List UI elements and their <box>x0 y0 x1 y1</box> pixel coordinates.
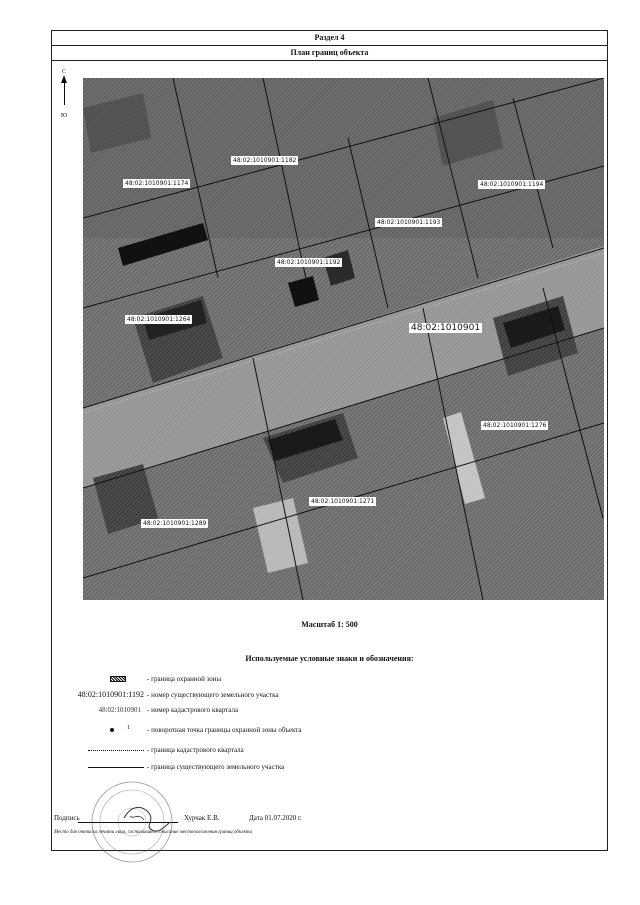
solid-line-icon <box>88 767 144 768</box>
legend-symbol <box>52 761 144 775</box>
signer-name: Хурчак Е.В. <box>184 814 220 822</box>
parcel-label[interactable]: 48:02:1010901:1194 <box>480 181 544 188</box>
stamp-seal-icon <box>86 776 178 868</box>
compass-north-label: С <box>62 69 67 75</box>
legend-item-parcel-boundary <box>52 761 607 775</box>
legend-desc: - граница существующего земельного участка <box>147 763 285 771</box>
parcel-label[interactable]: 48:02:1010901:1182 <box>233 157 297 164</box>
parcel-label[interactable]: 48:02:1010901:1174 <box>125 180 189 187</box>
compass-shaft <box>64 77 65 105</box>
legend-symbol <box>52 724 144 738</box>
legend-item-quarter-number <box>52 704 607 718</box>
section-title: Раздел 4 <box>52 31 607 46</box>
legend-symbol <box>52 704 144 718</box>
legend-symbol-text: 48:02:1010901 <box>98 706 141 714</box>
legend-item-quarter-boundary <box>52 744 607 758</box>
scale-text: Масштаб 1: 500 <box>301 620 358 629</box>
stamp-note: Место для оттиска печати лица, составившего описание местоположения границ объекта <box>54 830 253 835</box>
parcel-label[interactable]: 48:02:1010901:1289 <box>143 520 207 527</box>
plan-title: План границ объекта <box>52 46 607 61</box>
signature-label: Подпись <box>54 814 80 822</box>
legend-item-turning-point <box>52 724 607 738</box>
turning-point-dot-icon <box>110 728 114 732</box>
legend-item-zone <box>52 673 607 687</box>
legend-title: Используемые условные знаки и обозначения: <box>245 654 414 663</box>
quarter-label[interactable]: 48:02:1010901 <box>411 323 481 333</box>
parcel-label[interactable]: 48:02:1010901:1264 <box>127 316 191 323</box>
parcel-label[interactable]: 48:02:1010901:1276 <box>483 422 547 429</box>
compass <box>59 69 71 121</box>
compass-south-label: Ю <box>61 113 68 119</box>
legend-symbol-text: 48:02:1010901:1192 <box>77 690 144 699</box>
legend-item-parcel-number <box>52 689 607 703</box>
legend-desc: - номер кадастрового квартала <box>147 706 239 714</box>
satellite-map[interactable] <box>83 78 604 600</box>
parcel-label[interactable]: 48:02:1010901:1271 <box>311 498 375 505</box>
document-frame <box>51 30 608 851</box>
legend-desc: - граница охранной зоны <box>147 675 222 683</box>
dotted-line-icon <box>88 750 144 751</box>
parcel-label[interactable]: 48:02:1010901:1192 <box>277 259 341 266</box>
legend-desc: - номер существующего земельного участка <box>147 691 279 699</box>
legend-symbol <box>52 744 144 758</box>
signature-date: Дата 01.07.2020 г. <box>249 814 302 822</box>
legend-symbol-text: 1 <box>127 725 130 731</box>
zone-swatch-icon <box>110 676 126 682</box>
legend-symbol <box>52 673 144 687</box>
parcel-label[interactable]: 48:02:1010901:1193 <box>377 219 441 226</box>
legend-desc: - граница кадастрового квартала <box>147 746 244 754</box>
legend-symbol <box>52 689 144 703</box>
legend-desc: - поворотная точка границы охранной зоны объекта <box>147 726 302 734</box>
